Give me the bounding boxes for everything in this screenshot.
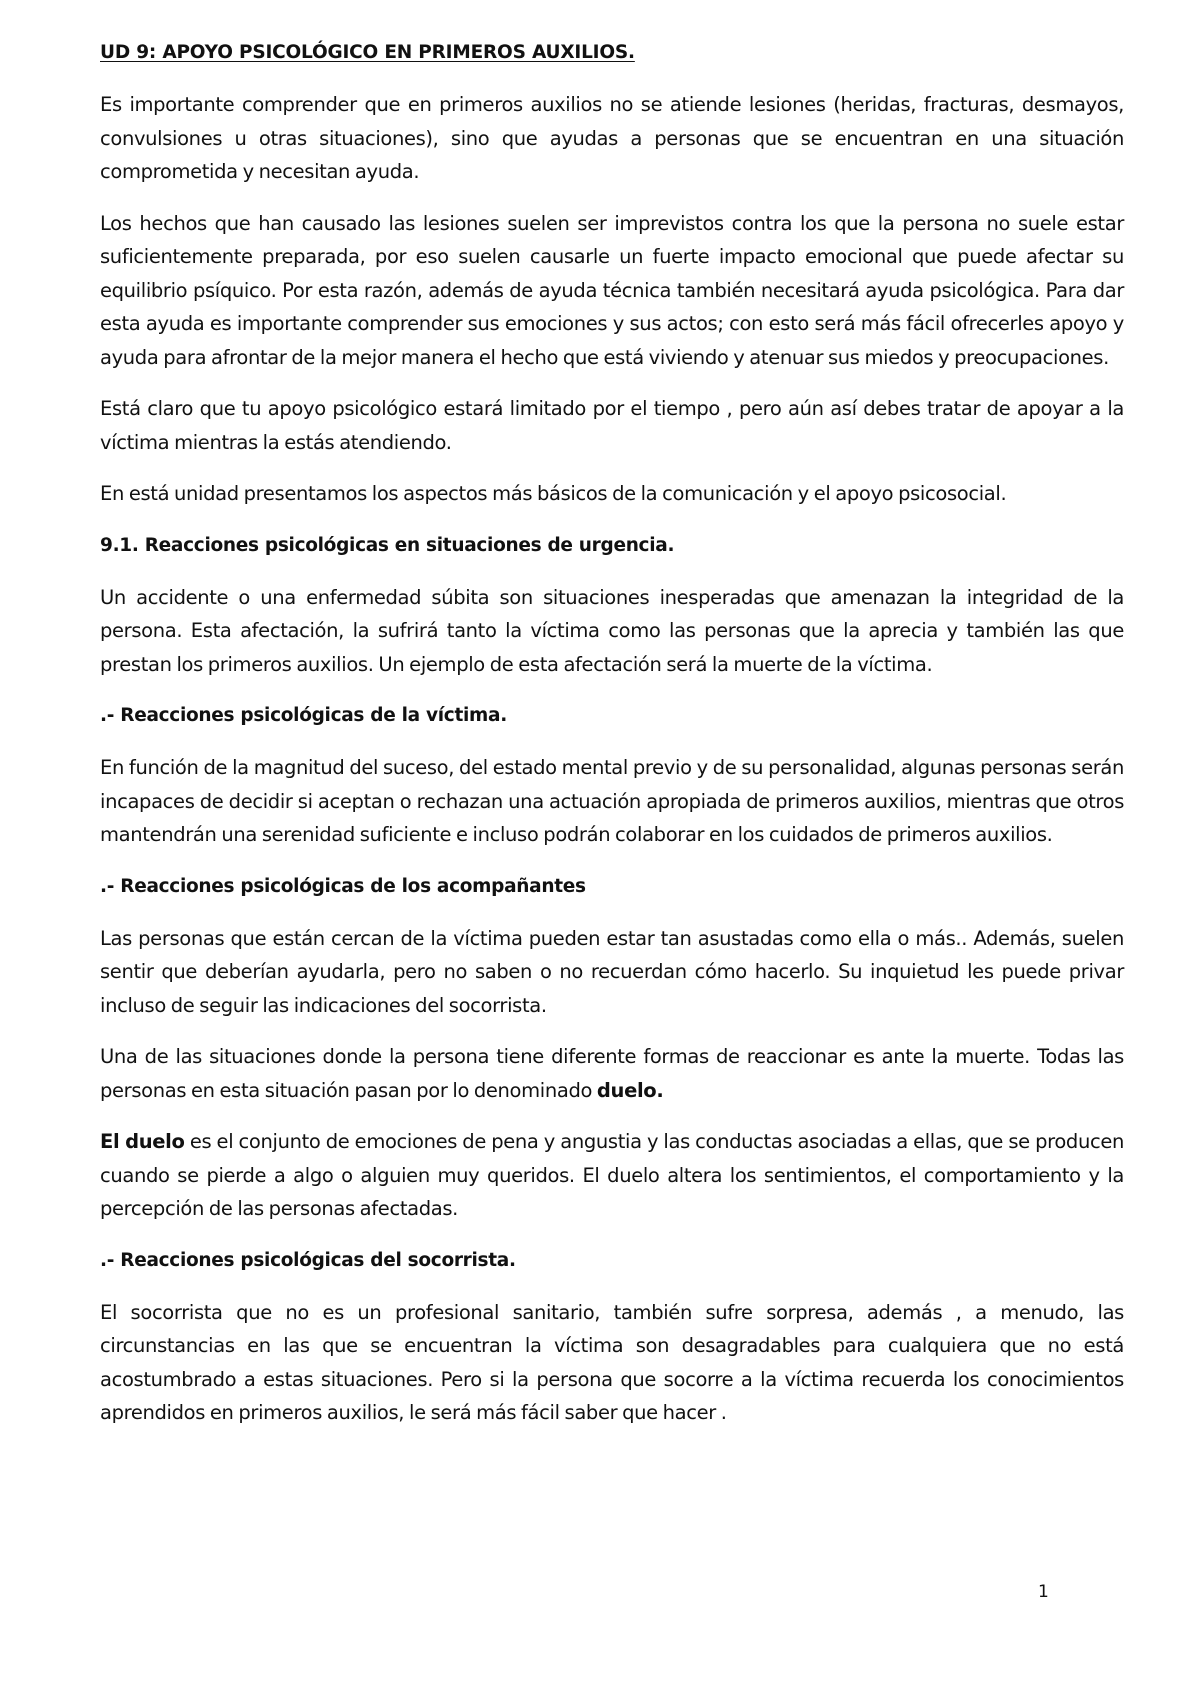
- intro-paragraph-1: Es importante comprender que en primeros auxilios no se atiende lesiones (heridas, fracturas, desmayos, convulsiones u otras situaciones), sino que ayudas a personas que se encuentran en una situación comprometida y necesitan ayuda.: [100, 93, 1124, 183]
- section-9-1-heading: 9.1. Reacciones psicológicas en situaciones de urgencia.: [100, 534, 675, 556]
- intro-paragraph-2: Los hechos que han causado las lesiones suelen ser imprevistos contra los que la persona no suele estar suficientemente preparada, por eso suelen causarle un fuerte impacto emocional que puede afectar su equilibrio psíquico. Por esta razón, además de ayuda técnica también necesitará ayuda psicológica. Para dar esta ayuda es importante comprender sus emociones y sus actos; con esto será más fácil ofrecerles apoyo y ayuda para afrontar de la mejor manera el hecho que está viviendo y atenuar sus miedos y preocupaciones.: [100, 211, 1124, 369]
- companions-paragraph-2: [100, 1040, 1124, 1107]
- companions-reactions-heading: .- Reacciones psicológicas de los acompañantes: [100, 875, 586, 897]
- death-reaction-text: Una de las situaciones donde la persona tiene diferente formas de reaccionar es ante la muerte. Todas las personas en esta situación pasan por lo denominado: [100, 1045, 1124, 1102]
- companions-paragraph-3: [100, 1125, 1124, 1226]
- duelo-definition-text: es el conjunto de emociones de pena y angustia y las conductas asociadas a ellas, que se producen cuando se pierde a algo o alguien muy queridos. El duelo altera los sentimientos, el comportamiento y la percepción de las personas afectadas.: [100, 1130, 1124, 1220]
- intro-paragraph-3: Está claro que tu apoyo psicológico estará limitado por el tiempo , pero aún así debes tratar de apoyar a la víctima mientras la estás atendiendo.: [100, 397, 1124, 454]
- rescuer-reactions-heading: .- Reacciones psicológicas del socorrista.: [100, 1249, 516, 1271]
- section-9-1-paragraph: Un accidente o una enfermedad súbita son situaciones inesperadas que amenazan la integridad de la persona. Esta afectación, la sufrirá tanto la víctima como las personas que la aprecia y también las que prestan los primeros auxilios. Un ejemplo de esta afectación será la muerte de la víctima.: [100, 585, 1124, 676]
- document-title: UD 9: APOYO PSICOLÓGICO EN PRIMEROS AUXILIOS.: [100, 42, 635, 63]
- duelo-term: duelo.: [596, 1078, 664, 1102]
- document-page: [100, 36, 1124, 1448]
- rescuer-reactions-paragraph: El socorrista que no es un profesional sanitario, también sufre sorpresa, además , a menudo, las circunstancias en las que se encuentran la víctima son desagradables para cualquiera que no está acostumbrado a estas situaciones. Pero si la persona que socorre a la víctima recuerda los conocimientos aprendidos en primeros auxilios, le será más fácil saber que hacer .: [100, 1300, 1124, 1424]
- duelo-definition-term: El duelo: [100, 1130, 185, 1153]
- companions-paragraph-1: Las personas que están cercan de la víctima pueden estar tan asustadas como ella o más.. Además, suelen sentir que deberían ayudarla, pero no saben o no recuerdan cómo hacerlo. Su inquietud les puede privar incluso de seguir las indicaciones del socorrista.: [100, 926, 1124, 1017]
- intro-paragraph-4: En está unidad presentamos los aspectos más básicos de la comunicación y el apoyo psicosocial.: [100, 482, 1007, 505]
- page-number: 1: [1038, 1582, 1049, 1602]
- victim-reactions-paragraph: En función de la magnitud del suceso, del estado mental previo y de su personalidad, algunas personas serán incapaces de decidir si aceptan o rechazan una actuación apropiada de primeros auxilios, mientras que otros mantendrán una serenidad suficiente e incluso podrán colaborar en los cuidados de primeros auxilios.: [100, 756, 1124, 846]
- victim-reactions-heading: .- Reacciones psicológicas de la víctima.: [100, 705, 507, 726]
